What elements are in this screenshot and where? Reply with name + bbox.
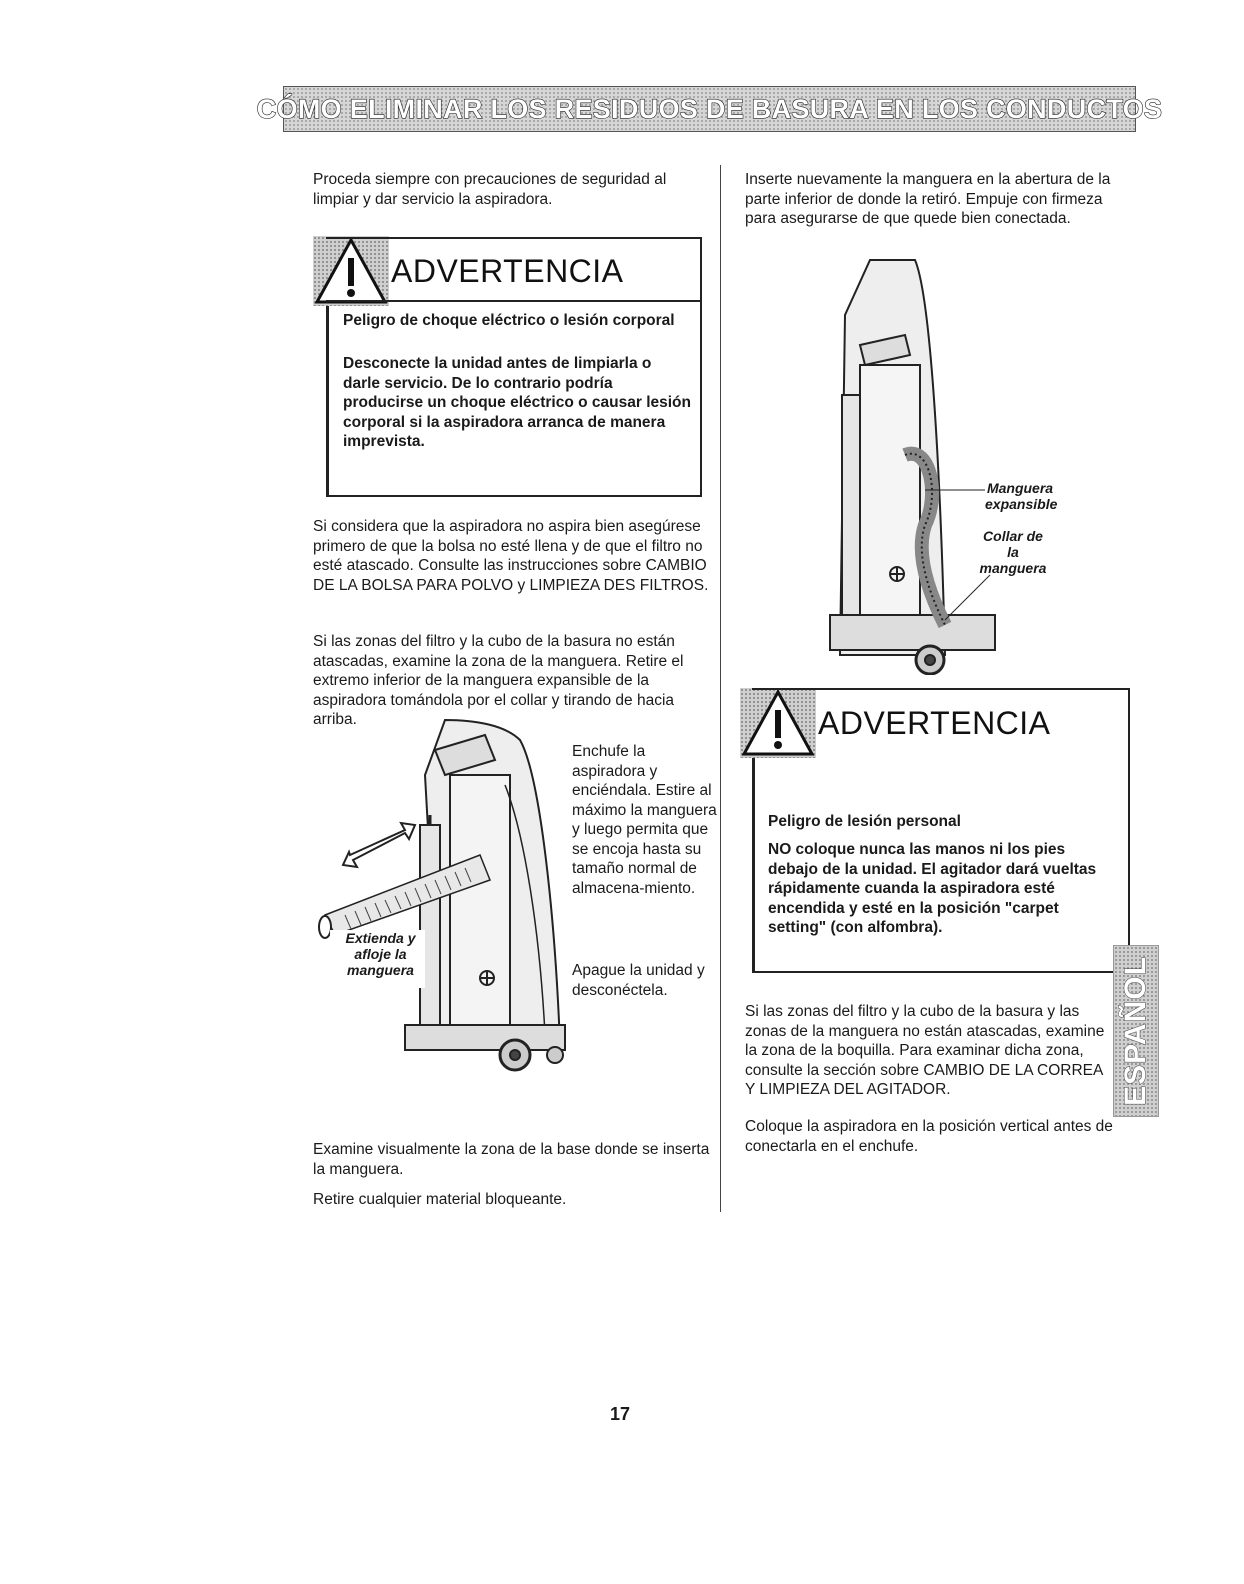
paragraph-inspect-nozzle: Si las zonas del filtro y la cubo de la basura y las zonas de la manguera no están atascadas, examine la zona de la boquilla. Para examinar dicha zona, consulte la sección sobre CAMBIO DE LA CORREA Y LIMPIEZA DEL AGITADOR. — [745, 1003, 1105, 1098]
warning-box-top-rule-2 — [752, 688, 1130, 690]
warning-box-right-rule-top-1 — [700, 237, 702, 302]
language-tab-label: ESPAÑOL — [1119, 956, 1153, 1106]
vacuum-hose-collar-illustration — [820, 255, 1000, 675]
paragraph-filter-check: Si considera que la aspiradora no aspira bien asegúrese primero de que la bolsa no esté llena y de que el filtro no esté atascado. Consulte las instrucciones sobre CAMBIO DE LA BOLSA PARA POLVO y LIMPIEZA DES FILTROS. — [313, 518, 709, 594]
instruction-turn-on: Enchufe la aspiradora y enciéndala. Estire al máximo la manguera y luego permita que se encoja hasta su tamaño normal de almacena-miento. — [572, 743, 717, 897]
label-expandable-hose: Manguera expansible — [985, 480, 1058, 512]
paragraph-remove-blockage: Retire cualquier material bloqueante. — [313, 1191, 567, 1208]
page-number: 17 — [609, 1404, 631, 1424]
warning-box-left-rule-2 — [752, 758, 755, 973]
warning-box-left-rule-1 — [326, 306, 329, 495]
section-title: CÓMO ELIMINAR LOS RESIDUOS DE BASURA EN LOS CONDUCTOS — [256, 93, 1163, 124]
language-tab — [1113, 945, 1159, 1117]
label-hose-collar: Collar de la manguera — [979, 528, 1047, 576]
paragraph-hose-check: Si las zonas del filtro y la cubo de la basura no están atascadas, examine la zona de la manguera. Retire el extremo inferior de la manguera expansible de la aspiradora tomándola por el collar y tirando de hacia arriba. — [313, 633, 684, 728]
warning-box-right-rule-2 — [1128, 688, 1130, 973]
caption-extend-hose: Extienda y afloje la manguera — [345, 930, 416, 978]
intro-reinsert-hose: Inserte nuevamente la manguera en la abertura de la parte inferior de donde la retiró. Empuje con firmeza para asegurarse de que quede bien conectada. — [745, 171, 1111, 227]
warning-title-1: ADVERTENCIA — [391, 252, 624, 289]
warning-box-frame-1 — [326, 237, 702, 302]
paragraph-upright-position: Coloque la aspiradora en la posición vertical antes de conectarla en el enchufe. — [745, 1118, 1113, 1155]
column-divider — [720, 165, 721, 1212]
warning-header-2 — [740, 688, 1051, 758]
intro-text: Proceda siempre con precauciones de seguridad al limpiar y dar servicio la aspiradora. — [313, 171, 667, 208]
warning-title-2: ADVERTENCIA — [818, 704, 1051, 741]
warning-body-1: Desconecte la unidad antes de limpiarla o darle servicio. De lo contrario podría producirse un choque eléctrico o causar lesión corporal si la aspiradora arranca de manera imprevista. — [343, 355, 691, 450]
warning-box-bottom-rule-1 — [326, 495, 702, 497]
warning-hazard-2: Peligro de lesión personal — [768, 813, 961, 830]
paragraph-inspect-base: Examine visualmente la zona de la base donde se inserta la manguera. — [313, 1141, 710, 1178]
instruction-turn-off: Apague la unidad y desconéctela. — [572, 962, 705, 999]
warning-box-right-rule-1 — [700, 300, 702, 497]
warning-body-2: NO coloque nunca las manos ni los pies debajo de la unidad. El agitador dará vueltas rápidamente cuanda la aspiradora esté encendida y esté en la posición "carpet setting" (con alfombra). — [768, 841, 1097, 936]
section-title-bar — [256, 86, 1163, 132]
warning-hazard-1: Peligro de choque eléctrico o lesión corporal — [343, 312, 675, 329]
warning-triangle-icon-2 — [740, 688, 816, 758]
warning-box-bottom-rule-2 — [752, 971, 1130, 973]
vacuum-hose-extend-illustration — [305, 715, 575, 1085]
